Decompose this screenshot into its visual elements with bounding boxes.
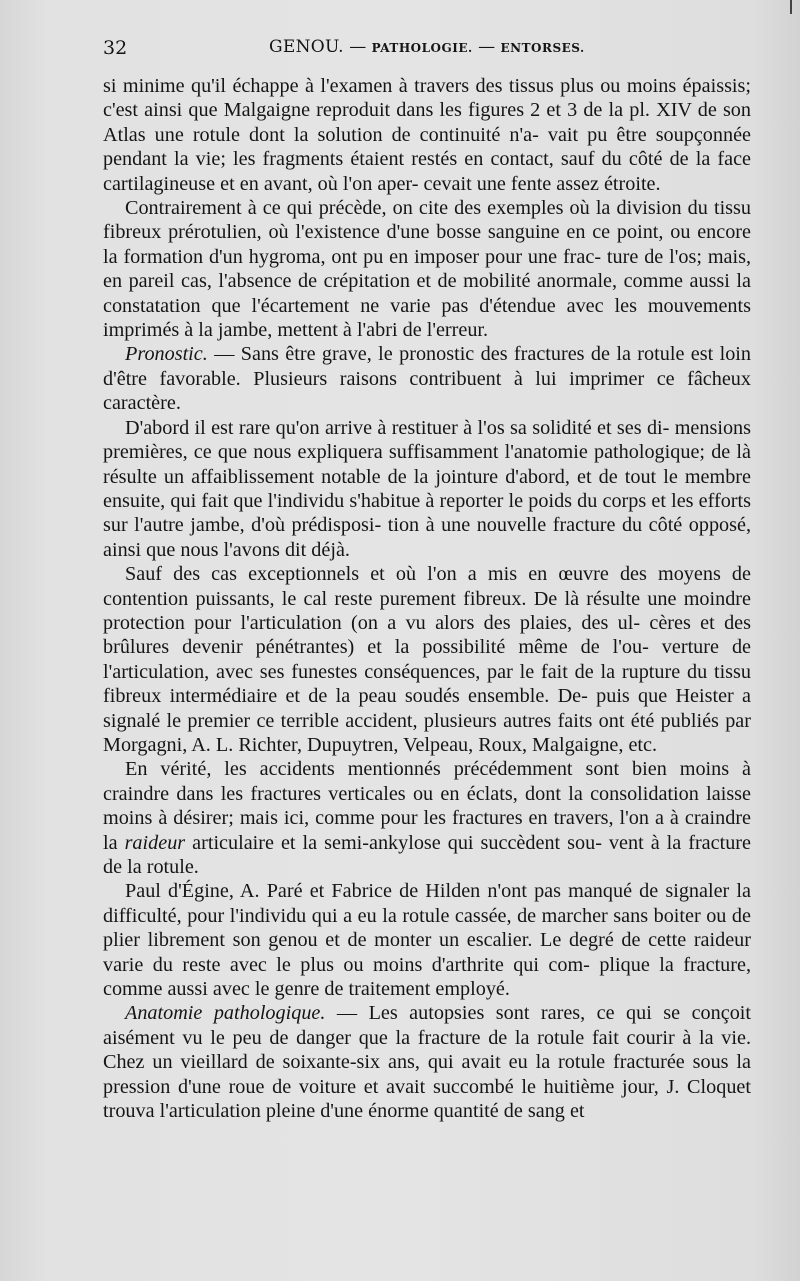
paragraph: [103, 74, 751, 196]
paragraph-text: si minime qu'il échappe à l'examen à travers des tissus plus ou moins épaissis; c'est ainsi que Malgaigne reproduit dans les figures 2 et 3 de la pl. XIV de son Atlas une rotule dont la solution de continuité n'a- vait pu être soupçonnée pendant la vie; les fragments étaient restés en contact, sauf du côté de la face cartilagineuse et en avant, où l'on aper- cevait une fente assez étroite.: [103, 75, 751, 195]
header-author: GENOU.: [269, 37, 344, 57]
header-dash: —: [478, 37, 496, 57]
paragraph: [103, 416, 751, 562]
body-text: [103, 74, 751, 1123]
paragraph-text: articulaire et la semi-ankylose qui succèdent sou- vent à la fracture de la rotule.: [103, 831, 751, 878]
paragraph-text: D'abord il est rare qu'on arrive à restituer à l'os sa solidité et ses di- mensions premières, ce que nous expliquera suffisamment l'anatomie pathologique; de là résulte un affaiblissement notable de la jointure d'abord, et de tout le membre ensuite, qui fait que l'individu s'habitue à reporter le poids du corps et les efforts sur l'autre jambe, d'où prédisposi- tion à une nouvelle fracture du côté opposé, ainsi que nous l'avons dit déjà.: [103, 416, 751, 561]
paragraph-text: Paul d'Égine, A. Paré et Fabrice de Hilden n'ont pas manqué de signaler la difficulté, pour l'individu qui a eu la rotule cassée, de marcher sans boiter ou de plier librement son genou et de monter un escalier. Le degré de cette raideur varie du reste avec le plus ou moins d'arthrite qui com- plique la fracture, comme aussi avec le genre de traitement employé.: [103, 880, 751, 1001]
header-section: PATHOLOGIE.: [371, 41, 473, 55]
paragraph-text: En vérité, les accidents mentionnés précédemment sont bien moins à craindre dans les fractures verticales ou en éclats, dont la consolidation laisse moins à désirer; mais ici, comme pour les fractures en travers, l'on a à craindre la: [103, 758, 751, 854]
italic-text: raideur: [124, 831, 186, 854]
paragraph: [103, 196, 751, 342]
paragraph: [103, 757, 751, 879]
italic-text: Pronostic.: [125, 343, 208, 366]
paragraph-text: Sauf des cas exceptionnels et où l'on a mis en œuvre des moyens de contention puissants, le cal reste purement fibreux. De là résulte une moindre protection pour l'articulation (on a vu alors des plaies, des ul- cères et des brûlures devenir pénétrantes) et la possibilité même de l'ou- verture de l'articulation, avec ses funestes conséquences, par le fait de la rupture du tissu fibreux intermédiaire et de la peau soudés ensemble. De- puis que Heister a signalé le premier ce terrible accident, plusieurs autres faits ont été publiés par Morgagni, A. L. Richter, Dupuytren, Velpeau, Roux, Malgaigne, etc.: [103, 563, 751, 756]
page-number: 32: [103, 37, 128, 59]
header-dash: —: [349, 37, 367, 57]
paragraph: [103, 342, 751, 415]
paragraph: [103, 562, 751, 757]
running-head-title: [269, 37, 585, 57]
paragraph: [103, 879, 751, 1001]
italic-text: Anatomie pathologique.: [125, 1002, 326, 1025]
paragraph-text: — Les autopsies sont rares, ce qui se conçoit aisément vu le peu de danger que la fracture de la rotule fait courir à la vie. Chez un vieillard de soixante-six ans, qui avait eu la rotule fracturée sous la pression d'une roue de voiture et avait succombé le huitième jour, J. Cloquet trouva l'articulation pleine d'une énorme quantité de sang et: [103, 1002, 752, 1123]
margin-mark: [790, 0, 792, 14]
paragraph-text: — Sans être grave, le pronostic des fractures de la rotule est loin d'être favorable. Plusieurs raisons contribuent à lui imprimer ce fâcheux caractère.: [103, 343, 751, 415]
paragraph: [103, 1001, 751, 1123]
running-header: [103, 37, 751, 63]
paragraph-text: Contrairement à ce qui précède, on cite des exemples où la division du tissu fibreux prérotulien, où l'existence d'une bosse sanguine en ce point, ou encore la formation d'un hygroma, ont pu en imposer pour une frac- ture de l'os; mais, en pareil cas, l'absence de crépitation et de mobilité anormale, comme aussi la constatation que l'écartement ne varie pas d'étendue avec les mouvements imprimés à la jambe, mettent à l'abri de l'erreur.: [103, 197, 751, 342]
header-chapter: ENTORSES.: [500, 41, 585, 55]
